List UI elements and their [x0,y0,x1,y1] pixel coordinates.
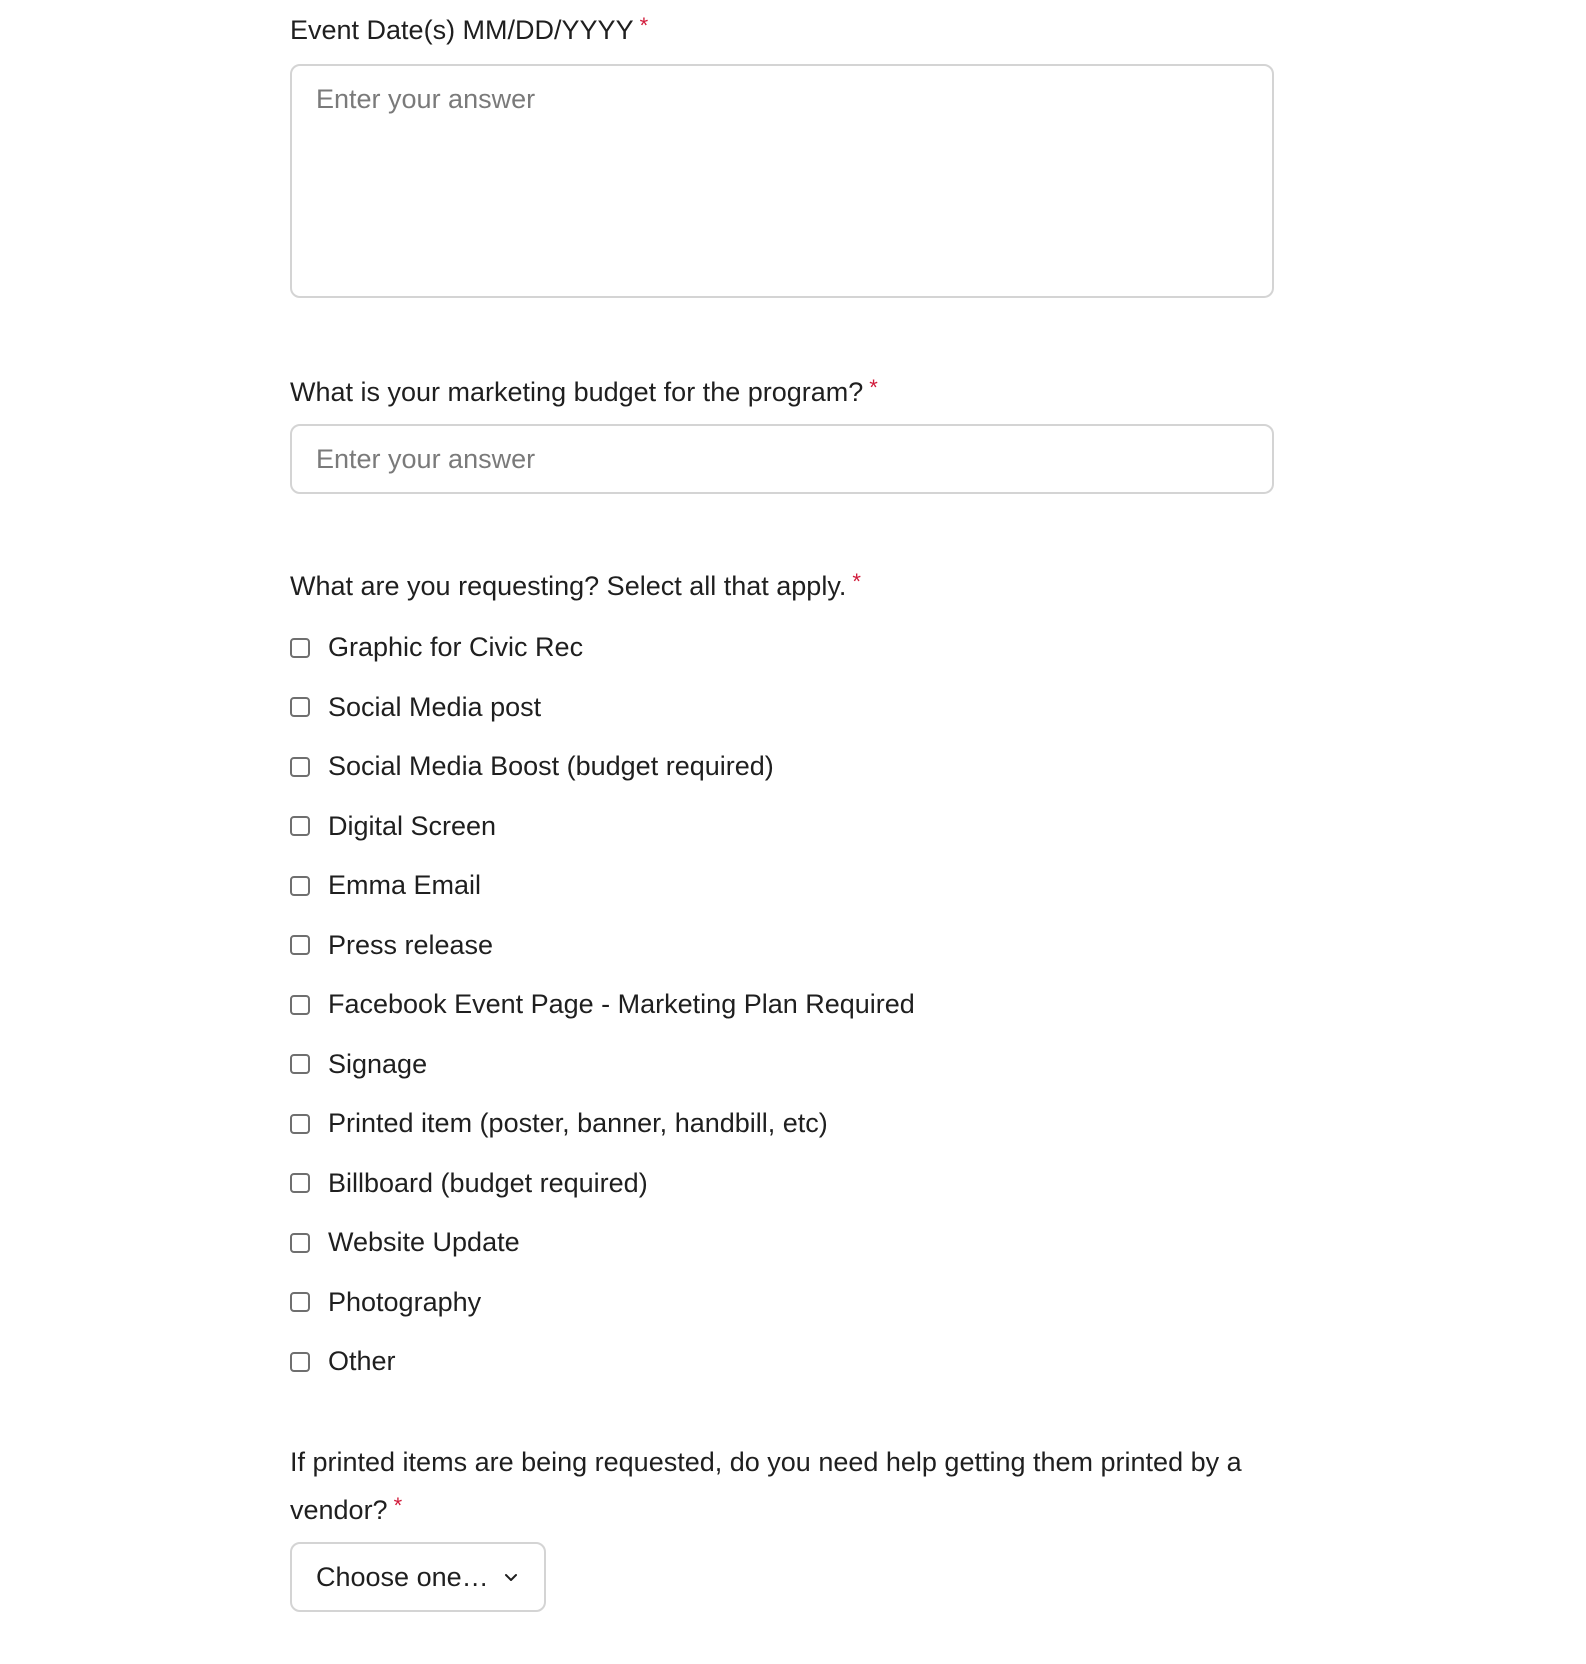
option-label: Graphic for Civic Rec [328,632,584,663]
checkbox[interactable] [290,638,310,658]
printing-help-label-text: If printed items are being requested, do you need help getting them printed by a vendor? [290,1447,1242,1525]
printing-help-label [290,1440,1270,1532]
required-marker: * [639,13,649,38]
checkbox[interactable] [290,1054,310,1074]
requesting-label [290,560,861,608]
option-billboard[interactable] [290,1154,915,1214]
checkbox[interactable] [290,697,310,717]
option-label: Digital Screen [328,810,497,841]
option-graphic-for-civic-rec[interactable] [290,618,915,678]
option-label: Other [328,1346,396,1377]
option-digital-screen[interactable] [290,797,915,857]
requesting-label-text: What are you requesting? Select all that apply. [290,571,847,601]
option-social-media-boost[interactable] [290,737,915,797]
option-emma-email[interactable] [290,856,915,916]
option-label: Billboard (budget required) [328,1167,648,1198]
checkbox[interactable] [290,995,310,1015]
printing-help-select[interactable] [290,1542,546,1612]
checkbox[interactable] [290,1173,310,1193]
option-label: Signage [328,1048,428,1079]
option-label: Printed item (poster, banner, handbill, etc) [328,1108,828,1139]
option-label: Social Media Boost (budget required) [328,751,774,782]
event-dates-label-text: Event Date(s) MM/DD/YYYY [290,15,634,45]
option-printed-item[interactable] [290,1094,915,1154]
option-website-update[interactable] [290,1213,915,1273]
option-label: Facebook Event Page - Marketing Plan Required [328,989,915,1020]
required-marker: * [393,1493,403,1518]
event-dates-label [290,4,648,52]
checkbox[interactable] [290,1233,310,1253]
checkbox[interactable] [290,757,310,777]
required-marker: * [852,569,861,594]
event-dates-textarea[interactable] [290,64,1274,298]
option-social-media-post[interactable] [290,678,915,738]
option-label: Social Media post [328,691,542,722]
checkbox[interactable] [290,816,310,836]
option-photography[interactable] [290,1273,915,1333]
option-label: Website Update [328,1227,520,1258]
checkbox[interactable] [290,1114,310,1134]
select-value: Choose one… [316,1561,489,1592]
requesting-options [290,618,915,1392]
marketing-budget-input[interactable] [290,424,1274,494]
option-label: Photography [328,1286,482,1317]
checkbox[interactable] [290,876,310,896]
option-other[interactable] [290,1332,915,1392]
marketing-budget-label-text: What is your marketing budget for the program? [290,377,864,407]
option-press-release[interactable] [290,916,915,976]
chevron-down-icon [503,1569,519,1585]
option-facebook-event-page[interactable] [290,975,915,1035]
option-label: Press release [328,929,494,960]
option-signage[interactable] [290,1035,915,1095]
checkbox[interactable] [290,1352,310,1372]
checkbox[interactable] [290,935,310,955]
option-label: Emma Email [328,870,482,901]
checkbox[interactable] [290,1292,310,1312]
marketing-budget-label [290,366,878,414]
required-marker: * [869,375,878,400]
